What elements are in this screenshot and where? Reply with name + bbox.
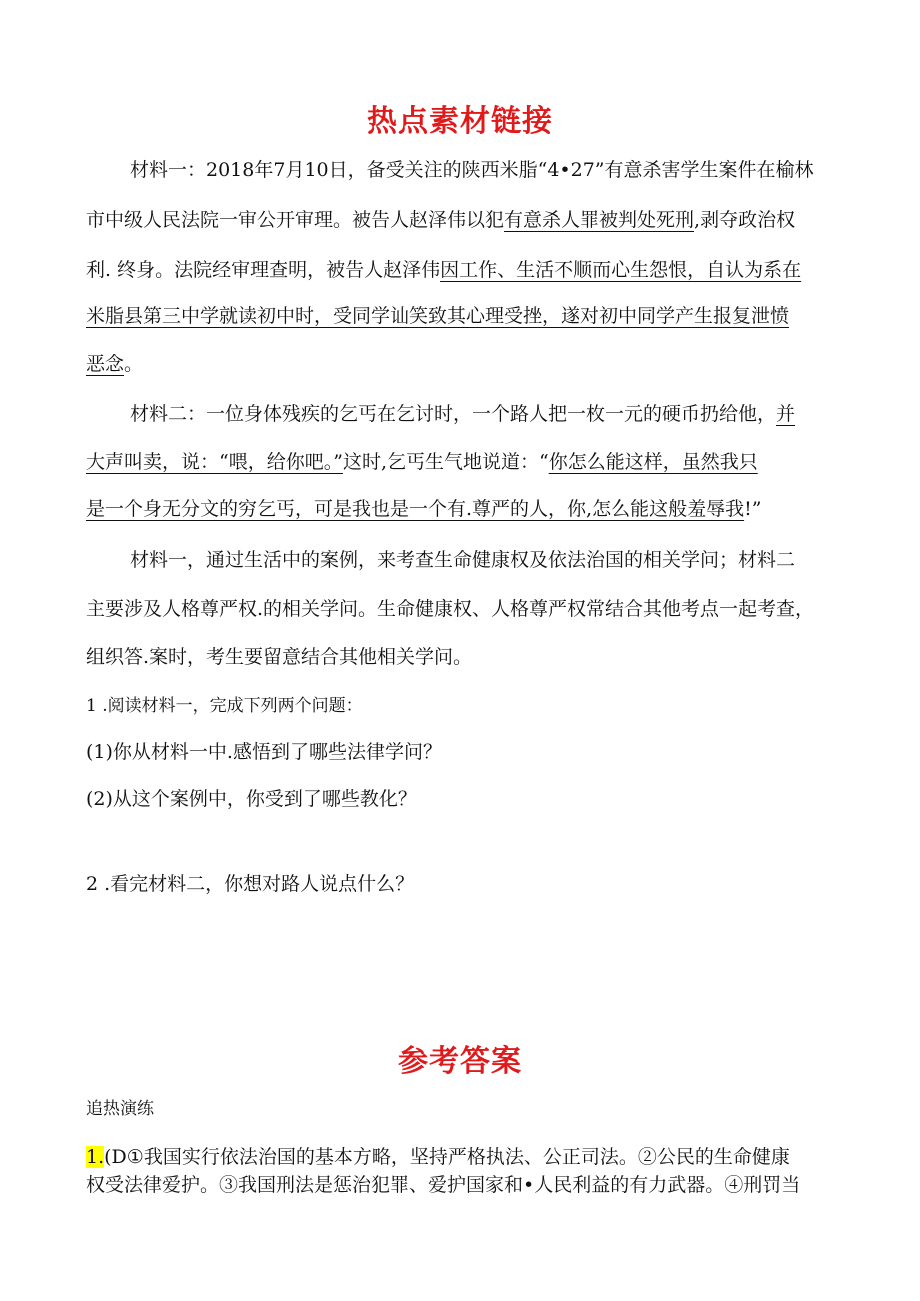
- text: 2 .看完材料二，你想对路人说点什么？: [86, 873, 415, 895]
- material1-line3: [86, 258, 801, 282]
- question-1: [86, 694, 363, 718]
- text: 1 .阅读材料一，完成下列两个问题：: [86, 696, 363, 716]
- text: !”: [744, 498, 762, 520]
- text: 利. 终身。法院经审理查明，被告人赵泽伟: [86, 259, 441, 281]
- underlined-text: 大声叫卖，说：“喂，给你吧。”: [86, 451, 343, 473]
- question-2: [86, 872, 414, 896]
- highlighted-number: 1.: [86, 1146, 105, 1168]
- material2-line1: [130, 402, 795, 426]
- text: 。: [124, 353, 144, 375]
- material1-line5: [86, 352, 143, 376]
- text: (2)从这个案例中，你受到了哪些教化？: [86, 788, 417, 810]
- question-1-1: [86, 740, 442, 764]
- answers-section-label: [86, 1097, 154, 1121]
- text: 材料一：2018年7月10日，备受关注的陕西米脂“4•27”有意杀害学生案件在榆林: [130, 159, 814, 181]
- answers-heading: 参考答案: [398, 1044, 522, 1079]
- answer-line1: [86, 1145, 790, 1169]
- analysis-line1: [130, 548, 795, 572]
- text: ,剥夺政治权: [694, 209, 796, 231]
- material2-line3: [86, 497, 761, 521]
- underlined-text: 有意杀人罪被判处死刑: [504, 209, 695, 231]
- text: 追热演练: [86, 1099, 154, 1119]
- question-1-2: [86, 787, 417, 811]
- material1-line1: [130, 158, 814, 182]
- material1-line2: [86, 208, 795, 232]
- text: 这时,乞丐生气地说道：“: [342, 451, 549, 473]
- analysis-line2: [86, 597, 814, 621]
- underlined-text: 米脂县第三中学就读初中时，受同学讪笑致其心理受挫，遂对初中同学产生报复泄愤: [86, 305, 790, 327]
- page-title: 热点素材链接: [367, 104, 553, 139]
- text: (1)你从材料一中.感悟到了哪些法律学问？: [86, 741, 442, 763]
- analysis-line3: [86, 645, 472, 669]
- underlined-text: 你怎么能这样，虽然我只: [548, 451, 758, 473]
- underlined-text: 并: [776, 403, 796, 425]
- underlined-text: 因工作、生活不顺而心生怨恨，自认为系在: [440, 259, 802, 281]
- underlined-text: 恶念: [86, 353, 125, 375]
- material1-line4: [86, 304, 789, 328]
- text: 组织答.案时，考生要留意结合其他相关学问。: [86, 646, 473, 668]
- text: 材料一，通过生活中的案例，来考查生命健康权及依法治国的相关学问；材料二: [130, 549, 796, 571]
- text: 市中级人民法院一审公开审理。被告人赵泽伟以犯: [86, 209, 505, 231]
- underlined-text: 是一个身无分文的穷乞丐，可是我也是一个有.尊严的人，你,怎么能这般羞辱我: [86, 498, 745, 520]
- answer-line2: [86, 1173, 800, 1197]
- material2-line2: [86, 450, 758, 474]
- text: 主要涉及人格尊严权.的相关学问。生命健康权、人格尊严权常结合其他考点一起考查，: [86, 598, 815, 620]
- text: 材料二：一位身体残疾的乞丐在乞讨时，一个路人把一枚一元的硬币扔给他，: [130, 403, 777, 425]
- text: (D①我国实行依法治国的基本方略，坚持严格执法、公正司法。②公民的生命健康: [104, 1146, 790, 1168]
- text: 权受法律爱护。③我国刑法是惩治犯罪、爱护国家和•人民利益的有力武器。④刑罚当: [86, 1174, 801, 1196]
